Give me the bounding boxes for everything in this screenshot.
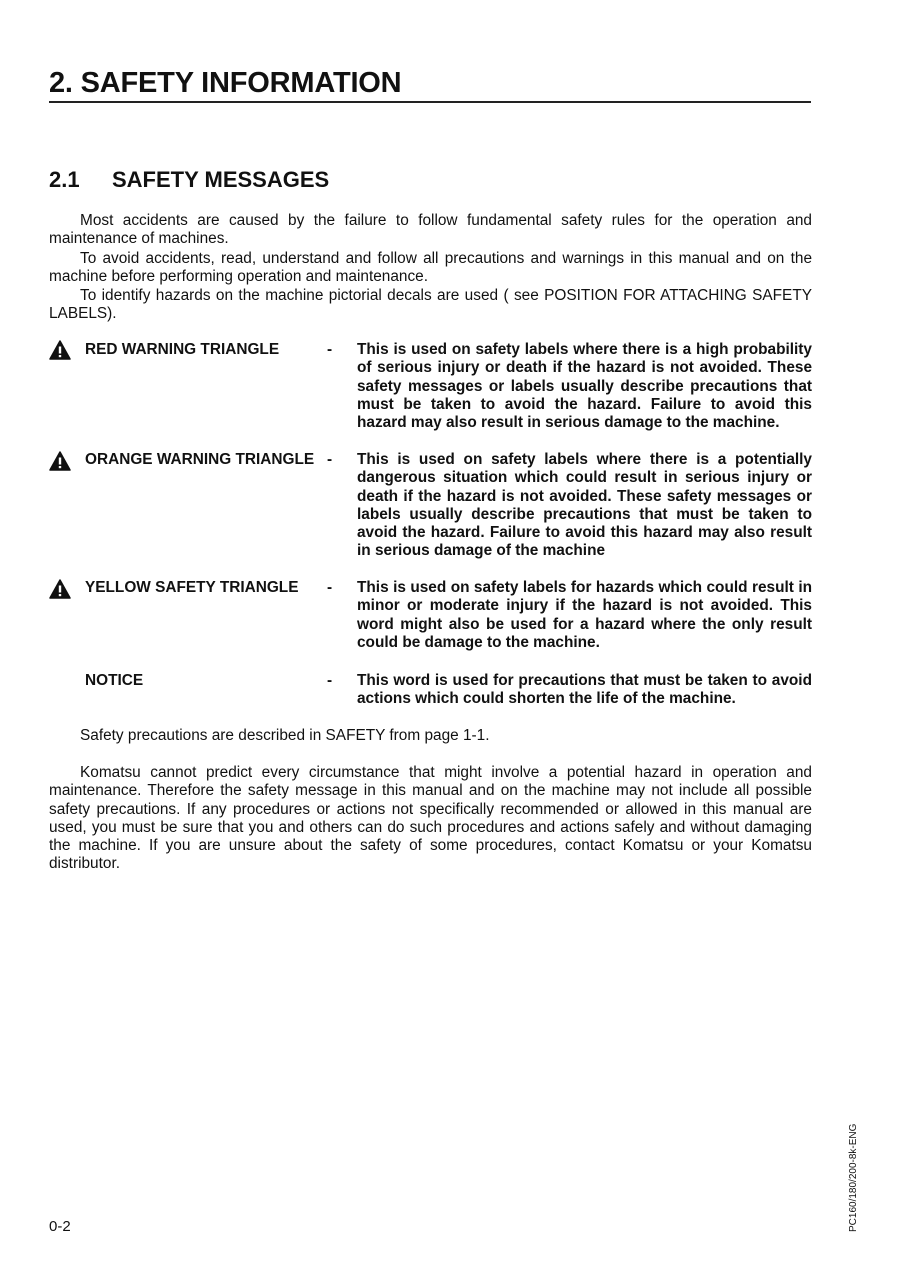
signal-description-red: This is used on safety labels where there is a high probability of serious injury or death if the hazard is not avoided. These safety messages or labels usually describe precautions that must be taken to avoid the hazard. Failure to avoid this hazard may also result in serious damage to the machine. xyxy=(357,341,812,432)
warning-triangle-icon xyxy=(49,451,71,471)
subsection-heading xyxy=(49,166,329,194)
signal-label-orange: ORANGE WARNING TRIANGLE xyxy=(85,451,315,468)
intro-paragraph-2: To avoid accidents, read, understand and follow all precautions and warnings in this manual and on the machine before performing operation and maintenance. xyxy=(49,250,812,286)
signal-dash: - xyxy=(327,672,333,689)
signal-description-notice: This word is used for precautions that must be taken to avoid actions which could shorten the life of the machine. xyxy=(357,672,812,708)
signal-dash: - xyxy=(327,451,333,468)
intro-paragraph-3: To identify hazards on the machine pictorial decals are used ( see POSITION FOR ATTACHING SAFETY LABELS). xyxy=(49,287,812,323)
signal-dash: - xyxy=(327,341,333,358)
closing-paragraph: Komatsu cannot predict every circumstance that might involve a potential hazard in operation and maintenance. Therefore the safety message in this manual and on the machine may not include all possible safety precautions. If any procedures or actions not specifically recommended or allowed in this manual are used, you must be sure that you and others can do such procedures and actions safely and without damaging the machine. If you are unsure about the safety of some procedures, contact Komatsu or your Komatsu distributor. xyxy=(49,764,812,873)
section-title: 2. SAFETY INFORMATION xyxy=(49,66,811,103)
signal-label-red: RED WARNING TRIANGLE xyxy=(85,341,280,358)
signal-description-orange: This is used on safety labels where there is a potentially dangerous situation which could result in serious injury or death if the hazard is not avoided. These safety messages or labels usually describe precautions that must be taken to avoid the hazard. Failure to avoid this hazard may also result in serious damage of the machine xyxy=(357,451,812,560)
warning-triangle-icon xyxy=(49,579,71,599)
signal-dash: - xyxy=(327,579,333,596)
signal-label-notice: NOTICE xyxy=(85,672,144,689)
precautions-note: Safety precautions are described in SAFETY from page 1-1. xyxy=(80,727,490,744)
page-number: 0-2 xyxy=(49,1218,71,1235)
warning-triangle-icon xyxy=(49,340,71,360)
document-code: PC160/180/200-8k-ENG xyxy=(848,1123,859,1232)
signal-description-yellow: This is used on safety labels for hazards which could result in minor or moderate injury if the hazard is not avoided. This word might also be used for a hazard where the only result could be damage to the machine. xyxy=(357,579,812,651)
subsection-number: 2.1 xyxy=(49,167,80,192)
intro-paragraph-1: Most accidents are caused by the failure to follow fundamental safety rules for the operation and maintenance of machines. xyxy=(49,212,812,248)
subsection-title: SAFETY MESSAGES xyxy=(112,167,330,192)
signal-label-yellow: YELLOW SAFETY TRIANGLE xyxy=(85,579,299,596)
